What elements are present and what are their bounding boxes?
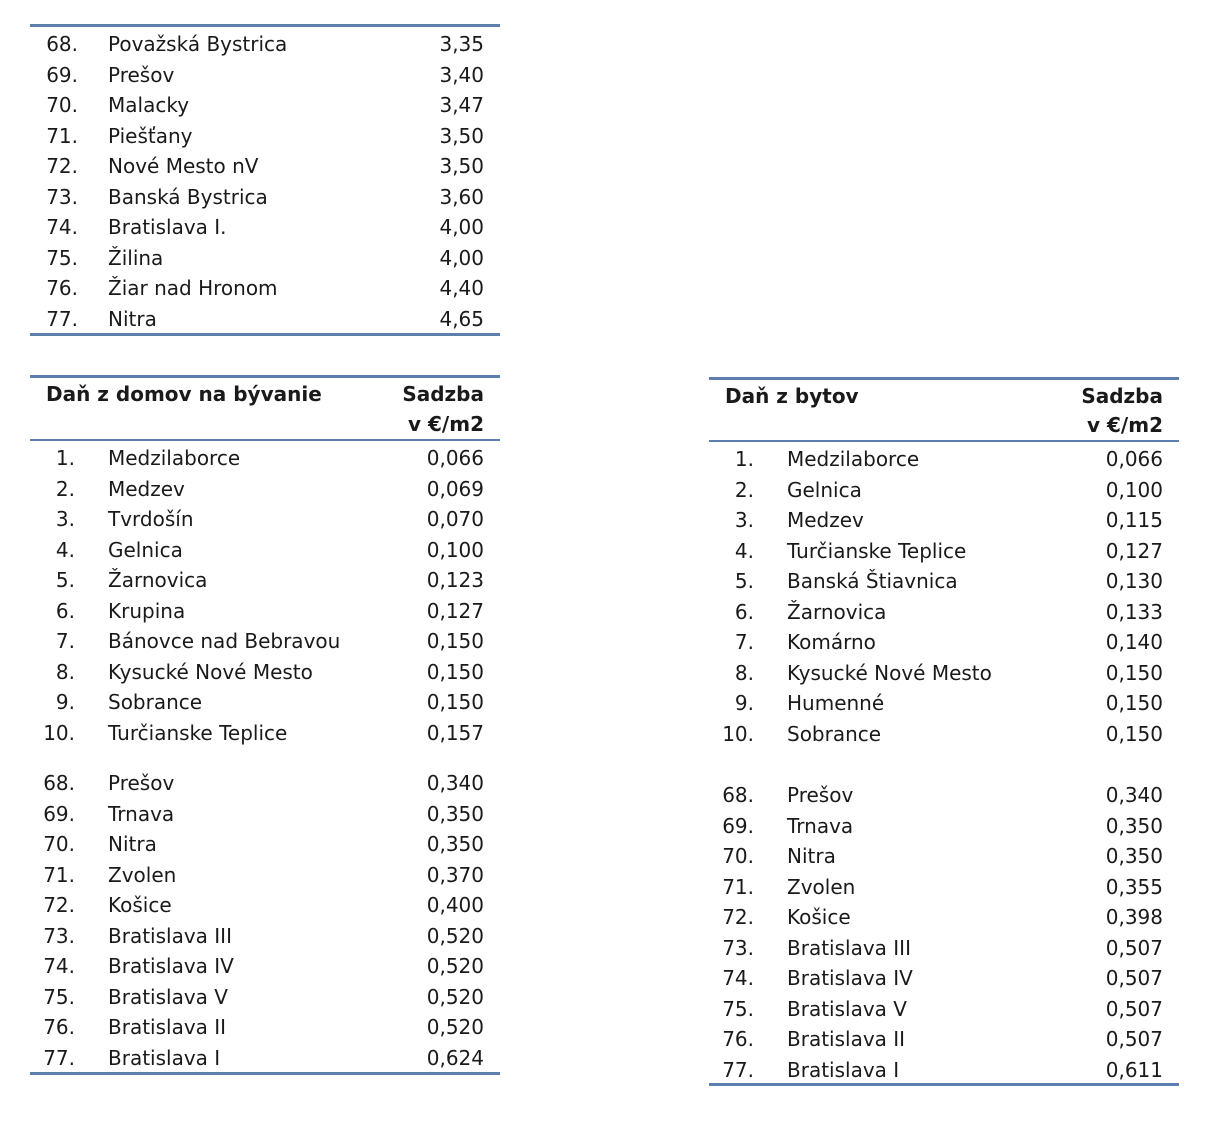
name-cell: Bratislava V <box>108 984 228 1009</box>
table-row <box>709 811 1179 841</box>
bottom-rule <box>30 1072 500 1075</box>
name-cell: Trnava <box>787 813 854 838</box>
name-cell: Zvolen <box>787 874 856 899</box>
rank-cell: 77. <box>46 306 78 331</box>
rank-cell: 70. <box>43 832 75 856</box>
rank-cell: 72. <box>43 893 75 917</box>
value-cell: 0,150 <box>1105 721 1163 746</box>
value-cell: 0,355 <box>1105 874 1163 899</box>
table-row <box>30 151 500 181</box>
table-row <box>30 243 500 273</box>
rank-cell: 69. <box>46 62 78 87</box>
value-cell: 0,069 <box>426 476 484 501</box>
table-row <box>30 768 500 798</box>
rate-header-line1: Sadzba <box>1081 384 1163 408</box>
table-row <box>709 444 1179 474</box>
name-cell: Žiar nad Hronom <box>108 276 278 300</box>
value-cell: 4,00 <box>439 245 484 270</box>
table-row <box>709 536 1179 566</box>
rank-cell: 5. <box>734 569 754 593</box>
table-row <box>30 657 500 687</box>
table-row <box>30 474 500 504</box>
table-row <box>709 719 1179 749</box>
header-rule <box>709 440 1179 442</box>
table-row <box>709 627 1179 657</box>
name-cell: Kysucké Nové Mesto <box>108 659 313 684</box>
table-row <box>30 860 500 890</box>
value-cell: 0,157 <box>426 720 484 745</box>
rank-cell: 10. <box>43 720 75 745</box>
value-cell: 0,520 <box>426 984 484 1009</box>
table-row <box>709 688 1179 718</box>
table-title: Daň z domov na bývanie <box>46 382 322 406</box>
value-cell: 0,507 <box>1105 966 1163 990</box>
rank-cell: 70. <box>722 844 754 868</box>
value-cell: 0,350 <box>1105 813 1163 838</box>
rank-cell: 8. <box>55 659 75 684</box>
table-row <box>30 29 500 59</box>
name-cell: Tvrdošín <box>108 507 194 531</box>
name-cell: Bánovce nad Bebravou <box>108 629 341 653</box>
value-cell: 0,100 <box>1105 477 1163 502</box>
value-cell: 0,140 <box>1105 630 1163 654</box>
value-cell: 4,00 <box>439 215 484 239</box>
value-cell: 4,65 <box>439 306 484 331</box>
value-cell: 0,100 <box>426 537 484 562</box>
name-cell: Bratislava IV <box>787 966 913 990</box>
name-cell: Bratislava I <box>787 1057 900 1082</box>
rank-cell: 71. <box>46 123 78 148</box>
rank-cell: 74. <box>43 954 75 978</box>
rank-cell: 4. <box>55 537 75 562</box>
name-cell: Krupina <box>108 598 186 623</box>
table-row <box>709 841 1179 871</box>
name-cell: Banská Bystrica <box>108 184 268 209</box>
table-row <box>30 921 500 951</box>
value-cell: 0,370 <box>426 862 484 887</box>
rank-cell: 4. <box>734 538 754 563</box>
name-cell: Gelnica <box>108 537 183 562</box>
rank-cell: 74. <box>722 966 754 990</box>
name-cell: Sobrance <box>108 690 203 714</box>
homes-tax-table <box>30 370 500 1080</box>
rank-cell: 72. <box>722 905 754 929</box>
value-cell: 4,40 <box>439 276 484 300</box>
name-cell: Piešťany <box>108 123 193 148</box>
value-cell: 0,127 <box>1105 538 1163 563</box>
name-cell: Žarnovica <box>108 568 208 592</box>
rank-cell: 7. <box>734 630 754 654</box>
table-row <box>709 963 1179 993</box>
table-row <box>30 60 500 90</box>
name-cell: Kysucké Nové Mesto <box>787 660 992 685</box>
rank-cell: 76. <box>43 1015 75 1039</box>
table-row <box>709 780 1179 810</box>
value-cell: 0,520 <box>426 954 484 978</box>
name-cell: Medzev <box>787 508 864 532</box>
value-cell: 0,066 <box>426 446 484 470</box>
value-cell: 0,507 <box>1105 1027 1163 1051</box>
value-cell: 0,507 <box>1105 996 1163 1021</box>
value-cell: 0,066 <box>1105 447 1163 471</box>
rank-cell: 72. <box>46 154 78 178</box>
value-cell: 0,150 <box>1105 691 1163 715</box>
rate-header-line2: v €/m2 <box>408 412 484 436</box>
name-cell: Prešov <box>108 771 175 795</box>
table-row <box>30 121 500 151</box>
value-cell: 0,400 <box>426 893 484 917</box>
value-cell: 0,115 <box>1105 508 1163 532</box>
table-row <box>30 443 500 473</box>
rank-cell: 73. <box>43 923 75 948</box>
name-cell: Žilina <box>108 245 164 270</box>
rank-cell: 68. <box>46 32 78 56</box>
name-cell: Bratislava IV <box>108 954 234 978</box>
name-cell: Bratislava III <box>108 923 232 948</box>
table-row <box>30 1043 500 1073</box>
table-row <box>30 212 500 242</box>
table-row <box>30 1012 500 1042</box>
name-cell: Nitra <box>787 844 836 868</box>
table-row <box>30 718 500 748</box>
flats-tax-table <box>709 370 1179 1090</box>
bottom-rule <box>709 1083 1179 1086</box>
table-row <box>30 799 500 829</box>
name-cell: Bratislava II <box>108 1015 227 1039</box>
value-cell: 0,611 <box>1105 1057 1163 1082</box>
value-cell: 0,133 <box>1105 599 1163 624</box>
rank-cell: 75. <box>722 996 754 1021</box>
table-row <box>709 475 1179 505</box>
name-cell: Nitra <box>108 306 157 331</box>
value-cell: 3,50 <box>439 123 484 148</box>
rate-header-line2: v €/m2 <box>1087 413 1163 437</box>
table-row <box>30 565 500 595</box>
value-cell: 0,150 <box>1105 660 1163 685</box>
top-rule <box>30 375 500 378</box>
bottom-rule <box>30 333 500 336</box>
table-row <box>30 535 500 565</box>
rank-cell: 69. <box>722 813 754 838</box>
header-rule <box>30 439 500 441</box>
name-cell: Komárno <box>787 630 876 654</box>
rank-cell: 69. <box>43 801 75 826</box>
name-cell: Prešov <box>787 783 854 807</box>
name-cell: Sobrance <box>787 721 882 746</box>
rank-cell: 73. <box>46 184 78 209</box>
table-row <box>30 182 500 212</box>
table-row <box>30 890 500 920</box>
value-cell: 0,520 <box>426 1015 484 1039</box>
rank-cell: 77. <box>43 1045 75 1070</box>
rank-cell: 6. <box>55 598 75 623</box>
table-row <box>709 933 1179 963</box>
table-row <box>709 505 1179 535</box>
rank-cell: 75. <box>46 245 78 270</box>
name-cell: Košice <box>108 893 172 917</box>
name-cell: Bratislava I. <box>108 215 227 239</box>
name-cell: Gelnica <box>787 477 862 502</box>
rank-cell: 71. <box>722 874 754 899</box>
value-cell: 0,150 <box>426 659 484 684</box>
table-row <box>30 829 500 859</box>
name-cell: Prešov <box>108 62 175 87</box>
rank-cell: 9. <box>55 690 75 714</box>
name-cell: Turčianske Teplice <box>108 720 288 745</box>
name-cell: Banská Štiavnica <box>787 569 958 593</box>
value-cell: 0,398 <box>1105 905 1163 929</box>
rank-cell: 76. <box>46 276 78 300</box>
value-cell: 0,624 <box>426 1045 484 1070</box>
rank-cell: 77. <box>722 1057 754 1082</box>
value-cell: 0,520 <box>426 923 484 948</box>
value-cell: 0,150 <box>426 629 484 653</box>
rank-cell: 5. <box>55 568 75 592</box>
value-cell: 0,350 <box>426 832 484 856</box>
table-row <box>709 658 1179 688</box>
table-row <box>709 1024 1179 1054</box>
rank-cell: 3. <box>734 508 754 532</box>
value-cell: 0,507 <box>1105 935 1163 960</box>
name-cell: Bratislava I <box>108 1045 221 1070</box>
rank-cell: 1. <box>734 447 754 471</box>
rank-cell: 68. <box>722 783 754 807</box>
name-cell: Malacky <box>108 93 190 117</box>
name-cell: Humenné <box>787 691 885 715</box>
name-cell: Bratislava III <box>787 935 911 960</box>
value-cell: 3,35 <box>439 32 484 56</box>
value-cell: 0,123 <box>426 568 484 592</box>
value-cell: 3,40 <box>439 62 484 87</box>
table-row <box>709 1055 1179 1085</box>
name-cell: Zvolen <box>108 862 177 887</box>
rank-cell: 71. <box>43 862 75 887</box>
value-cell: 0,130 <box>1105 569 1163 593</box>
table-row <box>709 566 1179 596</box>
name-cell: Považská Bystrica <box>108 32 288 56</box>
top-rule <box>30 24 500 27</box>
value-cell: 0,340 <box>1105 783 1163 807</box>
value-cell: 3,47 <box>439 93 484 117</box>
value-cell: 0,340 <box>426 771 484 795</box>
rate-header-line1: Sadzba <box>402 382 484 406</box>
name-cell: Nové Mesto nV <box>108 154 259 178</box>
rank-cell: 3. <box>55 507 75 531</box>
rank-cell: 10. <box>722 721 754 746</box>
name-cell: Nitra <box>108 832 157 856</box>
name-cell: Medzilaborce <box>787 447 920 471</box>
rank-cell: 6. <box>734 599 754 624</box>
name-cell: Trnava <box>108 801 175 826</box>
rank-cell: 9. <box>734 691 754 715</box>
value-cell: 0,150 <box>426 690 484 714</box>
rank-cell: 2. <box>55 476 75 501</box>
value-cell: 0,350 <box>1105 844 1163 868</box>
rank-cell: 2. <box>734 477 754 502</box>
table-row <box>709 872 1179 902</box>
name-cell: Žarnovica <box>787 599 887 624</box>
table-row <box>709 902 1179 932</box>
name-cell: Bratislava II <box>787 1027 906 1051</box>
name-cell: Košice <box>787 905 851 929</box>
value-cell: 0,070 <box>426 507 484 531</box>
rank-cell: 73. <box>722 935 754 960</box>
table-row <box>30 596 500 626</box>
rank-cell: 74. <box>46 215 78 239</box>
table-row <box>30 273 500 303</box>
ranking-table-top <box>30 0 500 340</box>
rank-cell: 7. <box>55 629 75 653</box>
table-row <box>30 951 500 981</box>
value-cell: 0,127 <box>426 598 484 623</box>
top-rule <box>709 377 1179 380</box>
table-row <box>30 982 500 1012</box>
rank-cell: 70. <box>46 93 78 117</box>
table-row <box>30 687 500 717</box>
name-cell: Bratislava V <box>787 996 907 1021</box>
value-cell: 3,60 <box>439 184 484 209</box>
table-row <box>30 304 500 334</box>
table-row <box>709 597 1179 627</box>
name-cell: Medzilaborce <box>108 446 241 470</box>
table-row <box>30 504 500 534</box>
value-cell: 0,350 <box>426 801 484 826</box>
name-cell: Turčianske Teplice <box>787 538 967 563</box>
table-row <box>709 994 1179 1024</box>
rank-cell: 8. <box>734 660 754 685</box>
table-row <box>30 90 500 120</box>
rank-cell: 68. <box>43 771 75 795</box>
rank-cell: 1. <box>55 446 75 470</box>
rank-cell: 76. <box>722 1027 754 1051</box>
table-row <box>30 626 500 656</box>
value-cell: 3,50 <box>439 154 484 178</box>
rank-cell: 75. <box>43 984 75 1009</box>
name-cell: Medzev <box>108 476 185 501</box>
table-title: Daň z bytov <box>725 384 859 408</box>
